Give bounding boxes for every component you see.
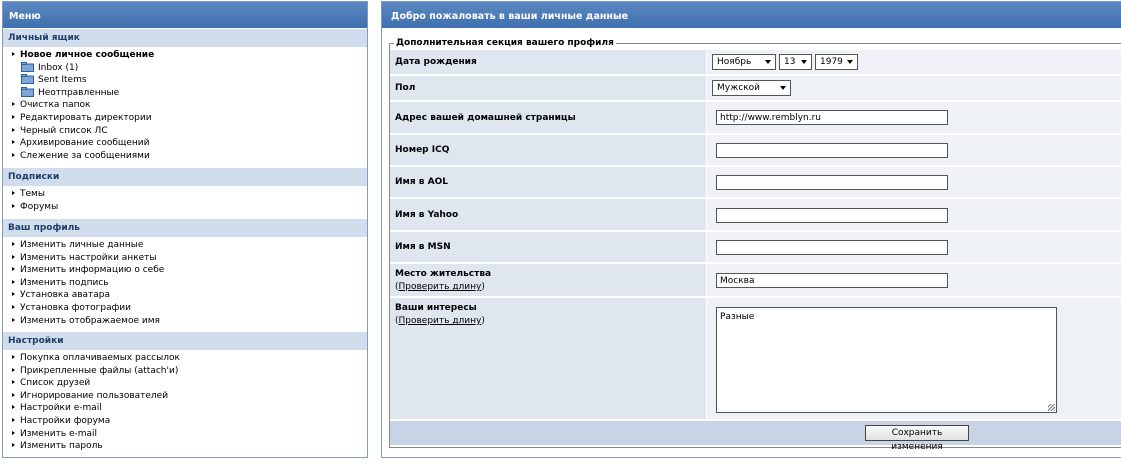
menu-item-display-name[interactable]: Изменить отображаемое имя [12, 315, 367, 328]
fieldset-legend: Дополнительная секция вашего профиля [396, 38, 614, 48]
folder-inbox[interactable]: Inbox (1) [12, 62, 367, 75]
folder-sent[interactable]: Sent Items [12, 74, 367, 87]
msn-input[interactable] [716, 240, 948, 255]
menu-item-new-message[interactable]: Новое личное сообщение [12, 49, 367, 62]
save-changes-button[interactable]: Сохранить изменения [865, 425, 969, 441]
arrow-icon [12, 418, 15, 422]
birth-year-select[interactable]: 1979 [815, 54, 858, 70]
icq-input[interactable] [716, 143, 948, 158]
label-yahoo: Имя в Yahoo [390, 199, 706, 230]
arrow-icon [12, 191, 15, 195]
gender-select[interactable]: Мужской [712, 80, 791, 96]
folder-unsent[interactable]: Неотправленные [12, 87, 367, 100]
menu-item-change-email[interactable]: Изменить e-mail [12, 428, 367, 441]
menu-item-email-settings[interactable]: Настройки e-mail [12, 402, 367, 415]
menu-item-paid-subscriptions[interactable]: Покупка оплачиваемых рассылок [12, 352, 367, 365]
chevron-down-icon [801, 60, 807, 64]
row-birthdate [390, 50, 1121, 75]
arrow-icon [12, 255, 15, 259]
arrow-icon [12, 280, 15, 284]
check-length-link-interests[interactable]: Проверить длину [398, 316, 482, 326]
arrow-icon [12, 355, 15, 359]
menu-item-topics[interactable]: Темы [12, 188, 367, 201]
menu-item-blacklist[interactable]: Черный список ЛС [12, 125, 367, 138]
menu-title: Меню [3, 2, 367, 28]
arrow-icon [12, 115, 15, 119]
menu-item-change-password[interactable]: Изменить пароль [12, 440, 367, 453]
menu-section-settings [3, 332, 367, 453]
menu-item-signature[interactable]: Изменить подпись [12, 277, 367, 290]
arrow-icon [12, 102, 15, 106]
birth-month-select[interactable]: Ноябрь [712, 54, 776, 70]
row-yahoo [390, 199, 1121, 231]
menu-item-forum-settings[interactable]: Настройки форума [12, 415, 367, 428]
aol-input[interactable] [716, 175, 948, 190]
label-icq: Номер ICQ [390, 135, 706, 165]
row-location: Место жительства (Проверить длину) Москва [390, 264, 1121, 297]
arrow-icon [12, 443, 15, 447]
arrow-icon [12, 405, 15, 409]
chevron-down-icon [847, 60, 853, 64]
menu-section-mailbox [3, 29, 367, 162]
menu-item-photo[interactable]: Установка фотографии [12, 302, 367, 315]
label-location: Место жительства [395, 269, 492, 279]
main-panel [381, 1, 1121, 458]
menu-item-edit-personal-data[interactable]: Изменить личные данные [12, 239, 367, 252]
arrow-icon [12, 153, 15, 157]
row-interests: Ваши интересы (Проверить длину) Разные [390, 298, 1121, 420]
label-homepage: Адрес вашей домашней страницы [390, 102, 706, 133]
label-gender: Пол [390, 76, 706, 100]
arrow-icon [12, 318, 15, 322]
menu-item-ignore-users[interactable]: Игнорирование пользователей [12, 390, 367, 403]
menu-item-about-me[interactable]: Изменить информацию о себе [12, 264, 367, 277]
section-header-profile: Ваш профиль [3, 219, 367, 237]
menu-item-edit-directories[interactable]: Редактировать директории [12, 112, 367, 125]
resize-grip-icon[interactable] [1048, 404, 1055, 411]
menu-section-profile [3, 219, 367, 327]
section-header-mailbox: Личный ящик [3, 29, 367, 47]
submit-row [390, 421, 1121, 452]
menu-item-track-messages[interactable]: Слежение за сообщениями [12, 150, 367, 163]
chevron-down-icon [765, 60, 771, 64]
row-msn [390, 232, 1121, 263]
arrow-icon [12, 292, 15, 296]
arrow-icon [12, 368, 15, 372]
label-aol: Имя в AOL [390, 167, 706, 197]
menu-item-profile-settings[interactable]: Изменить настройки анкеты [12, 252, 367, 265]
menu-item-friends[interactable]: Список друзей [12, 377, 367, 390]
row-homepage [390, 102, 1121, 134]
homepage-input[interactable]: http://www.remblyn.ru [716, 110, 948, 125]
interests-textarea[interactable]: Разные [716, 307, 1057, 413]
page-title: Добро пожаловать в ваши личные данные [382, 2, 1121, 28]
section-header-settings: Настройки [3, 332, 367, 350]
row-icq [390, 135, 1121, 166]
location-input[interactable]: Москва [716, 273, 948, 288]
folder-icon [21, 62, 34, 72]
menu-item-avatar[interactable]: Установка аватара [12, 289, 367, 302]
arrow-icon [12, 140, 15, 144]
arrow-icon [12, 305, 15, 309]
label-msn: Имя в MSN [390, 232, 706, 262]
sidebar-menu [2, 1, 368, 458]
menu-item-clear-folders[interactable]: Очистка папок [12, 99, 367, 112]
arrow-icon [12, 380, 15, 384]
folder-icon [21, 87, 34, 97]
arrow-icon [12, 267, 15, 271]
chevron-down-icon [780, 86, 786, 90]
birth-day-select[interactable]: 13 [779, 54, 812, 70]
menu-item-attachments[interactable]: Прикрепленные файлы (attach'и) [12, 365, 367, 378]
arrow-icon [12, 393, 15, 397]
label-birthdate: Дата рождения [390, 50, 706, 74]
arrow-icon [12, 128, 15, 132]
row-gender [390, 76, 1121, 101]
yahoo-input[interactable] [716, 208, 948, 223]
check-length-link-location[interactable]: Проверить длину [398, 282, 482, 292]
label-interests: Ваши интересы [395, 303, 477, 313]
menu-item-archive[interactable]: Архивирование сообщений [12, 137, 367, 150]
arrow-icon [12, 431, 15, 435]
menu-section-subscriptions [3, 168, 367, 213]
arrow-icon [12, 242, 15, 246]
arrow-icon [12, 52, 15, 56]
section-header-subscriptions: Подписки [3, 168, 367, 186]
folder-icon [21, 74, 34, 84]
arrow-icon [12, 204, 15, 208]
row-aol [390, 167, 1121, 198]
menu-item-forums[interactable]: Форумы [12, 201, 367, 214]
